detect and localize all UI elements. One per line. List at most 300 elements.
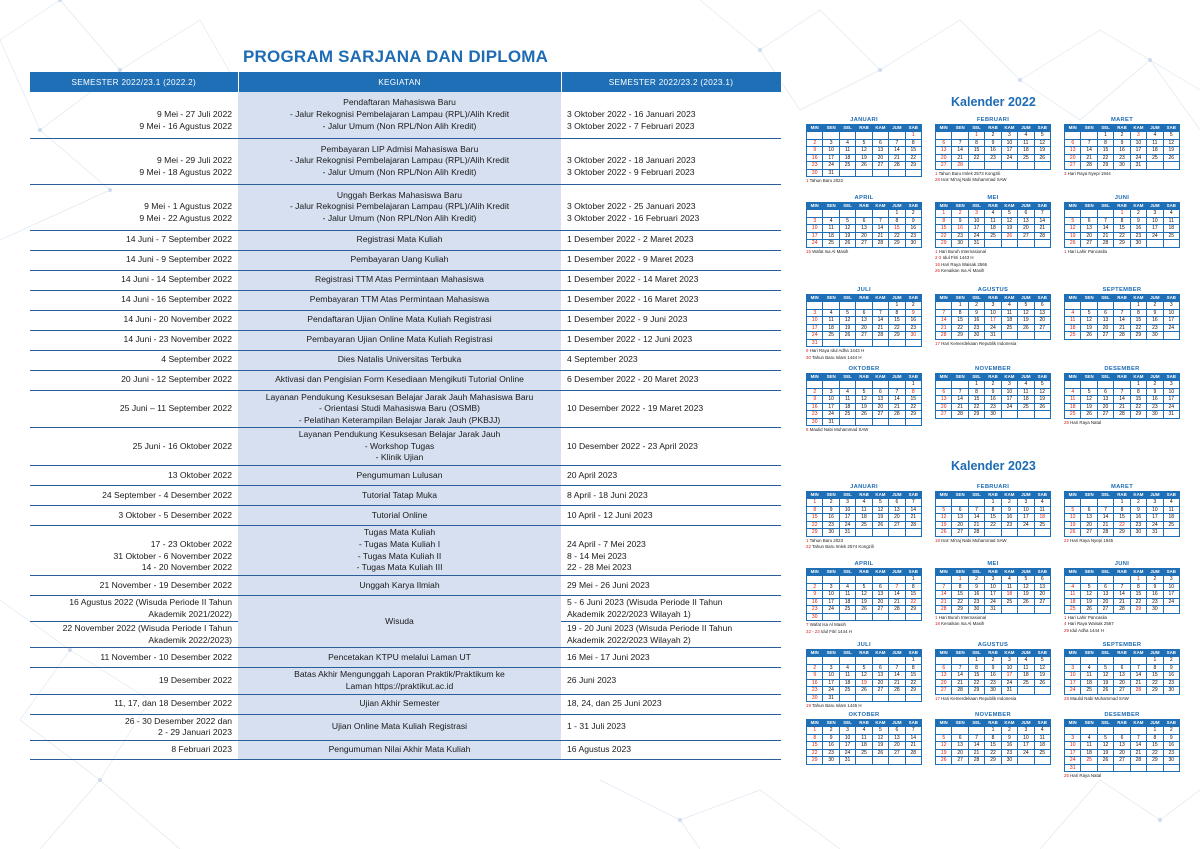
semester-1-date-line [34,190,232,202]
weekday-header: SEN [823,492,838,498]
weekday-header: MIN [1065,569,1080,575]
holiday-date: 26 [935,268,940,274]
calendar-day: 27 [1018,233,1033,240]
calendar-day-empty [1002,606,1017,613]
calendar-day: 25 [856,522,871,529]
calendar-day: 23 [969,599,984,606]
calendar-day-empty [1002,411,1017,418]
calendar-day: 15 [889,317,904,324]
weekday-header: MIN [936,125,951,131]
calendar-day-empty [840,614,855,621]
calendar-day: 25 [1147,155,1162,162]
weekday-header: SAB [1035,125,1050,131]
calendar-day-empty [1035,162,1050,169]
calendar-day: 5 [1065,507,1080,514]
weekday-header: KAM [873,295,888,301]
weekday-header: MIN [807,295,822,301]
calendar-day-empty [906,340,921,347]
calendar-day-empty [823,614,838,621]
calendar-day: 19 [840,325,855,332]
weekday-header: SAB [906,374,921,380]
calendar-day-empty [952,499,967,506]
calendar-day: 12 [936,514,951,521]
weekday-header: SEL [969,720,984,726]
calendar-day: 16 [952,225,967,232]
calendar-day: 19 [856,599,871,606]
calendar-day: 15 [952,317,967,324]
calendar-day: 13 [1018,218,1033,225]
calendar-day: 10 [840,735,855,742]
holiday-note [806,622,922,628]
calendar-day: 29 [1131,606,1146,613]
calendar-day: 17 [1018,742,1033,749]
calendar-day: 1 [1114,499,1129,506]
month-calendar [1064,287,1180,340]
kegiatan-cell [238,740,561,759]
holiday-note [806,355,922,361]
semester-1-date [30,390,238,428]
calendar-day: 17 [985,591,1000,598]
weekday-header: KAM [1002,374,1017,380]
weekday-header: SEN [952,569,967,575]
weekday-header: SEN [952,492,967,498]
calendar-day: 24 [823,162,838,169]
calendar-day: 12 [1098,742,1113,749]
calendar-day-empty [807,302,822,309]
calendar-day: 21 [952,680,967,687]
weekday-header: SAB [906,720,921,726]
holiday-note [1064,628,1180,634]
calendar-day: 29 [807,529,822,536]
semester-1-date-line: 9 Mei - 18 Agustus 2022 [139,166,232,177]
calendar-day: 23 [969,325,984,332]
calendar-day-empty [823,381,838,388]
calendar-day: 21 [889,599,904,606]
kegiatan-cell [238,310,561,330]
calendar-day: 9 [1131,218,1146,225]
calendar-day: 3 [1065,735,1080,742]
calendar-day: 14 [1131,742,1146,749]
holiday-note [935,341,1051,347]
weekday-header: RAB [985,569,1000,575]
semester-2-date [561,622,781,648]
calendar-day: 25 [823,332,838,339]
calendar-day: 5 [840,218,855,225]
calendar-day: 8 [1131,584,1146,591]
calendar-day: 13 [1065,147,1080,154]
calendar-day: 4 [840,665,855,672]
semester-2-date-line: 16 Mei - 17 Juni 2023 [567,652,650,663]
weekday-header: KAM [1131,374,1146,380]
calendar-day: 9 [1164,735,1179,742]
calendar-day: 22 [807,522,822,529]
calendar-day: 11 [1065,396,1080,403]
calendar-day: 3 [823,584,838,591]
weekday-header: SEL [840,203,855,209]
semester-1-date-line: 14 - 20 November 2022 [141,562,232,573]
calendar-day-empty [936,132,951,139]
calendar-day: 28 [952,411,967,418]
semester-1-date-line: 2 - 29 Januari 2023 [157,727,232,738]
calendar-day-empty [1081,499,1096,506]
calendar-day: 26 [856,411,871,418]
calendar-day: 29 [969,411,984,418]
semester-2-date-line: 22 - 28 Mei 2023 [567,562,632,573]
table-row [30,668,781,694]
weekday-header: KAM [873,720,888,726]
calendar-day: 25 [1065,606,1080,613]
semester-2-date-line: 3 Oktober 2022 - 9 Februari 2023 [567,166,695,177]
calendar-day: 21 [952,404,967,411]
calendar-day: 22 [1131,599,1146,606]
month-name: JANUARI [850,484,878,490]
calendar-day: 24 [1065,757,1080,764]
calendar-day: 4 [856,499,871,506]
semester-2-date-line: 1 Desember 2022 - 16 Maret 2023 [567,294,699,305]
month-calendar [935,484,1051,543]
calendar-day-empty [873,381,888,388]
calendar-day: 22 [952,599,967,606]
kegiatan-cell-line: Layanan Pendukung Kesuksesan Belajar Jarak Jauh Mahasiswa Baru [265,391,534,402]
calendar-day: 7 [1098,507,1113,514]
calendar-day: 20 [889,514,904,521]
calendar-day: 9 [1131,507,1146,514]
holiday-name: Tahun Baru Imlek 2574 Kongzili [812,544,874,550]
calendar-day: 14 [952,672,967,679]
calendar-day-empty [889,170,904,177]
calendar-day: 8 [985,735,1000,742]
calendar-day: 28 [889,162,904,169]
semester-1-date [30,668,238,694]
calendar-day: 21 [936,325,951,332]
kegiatan-cell-line: - Jalur Umum (Non RPL/Non Alih Kredit) [322,120,477,131]
calendar-day: 29 [936,240,951,247]
calendar-day-empty [889,695,904,702]
calendar-day: 18 [1018,147,1033,154]
calendar-day: 29 [906,162,921,169]
calendar-day: 15 [1131,317,1146,324]
kegiatan-cell-line: Pembayaran TTM Atas Permintaan Mahasiswa [309,294,490,305]
weekday-header: SAB [1035,295,1050,301]
kegiatan-cell-line: Registrasi Mata Kuliah [356,234,443,245]
semester-2-date [561,92,781,138]
calendar-day: 13 [873,591,888,598]
month-grid [935,719,1051,765]
kegiatan-cell [238,428,561,466]
calendar-day: 31 [823,170,838,177]
weekday-header: SEN [823,374,838,380]
weekday-header: SAB [1164,650,1179,656]
calendar-day: 29 [1147,687,1162,694]
semester-1-date [30,596,238,622]
calendar-day: 19 [840,233,855,240]
calendar-day-empty [952,381,967,388]
calendar-day: 8 [1098,140,1113,147]
weekday-header: SEN [1081,203,1096,209]
weekday-header: RAB [1114,295,1129,301]
semester-2-date [561,694,781,714]
calendar-day: 7 [1114,584,1129,591]
calendar-day: 3 [1164,381,1179,388]
calendar-day: 23 [985,680,1000,687]
calendar-day: 8 [906,389,921,396]
holiday-date: 18 [935,621,940,627]
semester-2-date [561,184,781,230]
calendar-day: 11 [1147,140,1162,147]
calendar-day: 22 [889,325,904,332]
calendar-day-empty [1002,240,1017,247]
weekday-header: MIN [1065,374,1080,380]
holiday-name: Tahun Baru Islam 1445 H [812,703,862,708]
calendar-day: 16 [807,680,822,687]
semester-2-date [561,370,781,390]
weekday-header: SEL [969,492,984,498]
calendar-day: 17 [1002,672,1017,679]
weekday-header: SEL [840,569,855,575]
calendar-day: 26 [1065,529,1080,536]
calendar-day-empty [1081,302,1096,309]
calendar-day: 16 [985,147,1000,154]
calendar-day: 4 [1081,735,1096,742]
calendar-day: 13 [1081,225,1096,232]
calendar-day: 23 [1002,750,1017,757]
semester-2-date [561,310,781,330]
calendar-day: 19 [1098,680,1113,687]
calendar-day: 14 [889,591,904,598]
holiday-note [806,249,922,255]
calendar-day: 26 [1081,606,1096,613]
calendar-day: 16 [1131,514,1146,521]
calendar-day: 27 [1035,325,1050,332]
calendar-day-empty [840,170,855,177]
semester-2-date-line: 3 Oktober 2022 - 18 Januari 2023 [567,155,696,166]
calendar-day: 31 [1002,687,1017,694]
calendar-day: 18 [1002,317,1017,324]
semester-1-date [30,330,238,350]
calendar-day: 30 [1147,411,1162,418]
holiday-date: 2-3 [935,255,942,261]
calendar-day: 27 [873,162,888,169]
calendar-day: 1 [1131,381,1146,388]
weekday-header: KAM [873,492,888,498]
calendar-day: 13 [936,396,951,403]
month-calendar [935,117,1051,183]
calendar-day: 7 [889,140,904,147]
calendar-day: 27 [856,332,871,339]
month-grid [806,649,922,702]
weekday-header: RAB [985,295,1000,301]
calendar-day-empty [856,695,871,702]
calendar-day: 22 [1147,680,1162,687]
calendar-day-empty [1065,302,1080,309]
weekday-header: MIN [1065,295,1080,301]
calendar-day: 24 [985,599,1000,606]
holiday-name: Hari Raya Natal [1070,419,1102,425]
calendar-day: 4 [1164,499,1179,506]
calendar-day: 27 [952,529,967,536]
calendar-day: 4 [1018,132,1033,139]
weekday-header: MIN [1065,492,1080,498]
calendar-day: 28 [936,332,951,339]
calendar-day: 7 [889,665,904,672]
calendar-day: 1 [906,657,921,664]
calendar-day: 6 [1081,507,1096,514]
semester-2-date [561,290,781,310]
semester-1-date-line: 14 Juni - 20 November 2022 [123,314,232,325]
calendar-day: 29 [1131,411,1146,418]
calendar-day: 15 [1114,225,1129,232]
kegiatan-cell [238,330,561,350]
holiday-date: 1 [1064,248,1067,254]
calendar-day: 17 [1018,514,1033,521]
holiday-name: Hari Raya Natal [1070,773,1102,778]
holiday-note [935,171,1051,177]
semester-2-date-line: 3 Oktober 2022 - 25 Januari 2023 [567,201,696,212]
table-row [30,290,781,310]
semester-1-date [30,270,238,290]
calendar-day-empty [936,381,951,388]
semester-1-date-line: 14 Juni - 16 September 2022 [121,294,232,305]
calendar-day-empty [1098,210,1113,217]
holiday-note [935,615,1051,621]
calendar-day: 27 [889,750,904,757]
calendar-day-empty [906,419,921,426]
semester-1-date [30,486,238,506]
calendar-day: 25 [1002,325,1017,332]
calendar-day: 19 [856,680,871,687]
calendar-day: 13 [1114,742,1129,749]
calendar-day: 9 [1147,389,1162,396]
calendar-day: 11 [1018,389,1033,396]
weekday-header: JUM [1147,203,1162,209]
calendar-day: 24 [1002,155,1017,162]
weekday-header: SEL [1098,203,1113,209]
calendar-day: 16 [807,599,822,606]
calendar-day: 14 [873,317,888,324]
calendar-day: 15 [807,742,822,749]
calendar-day: 12 [1002,218,1017,225]
weekday-header: RAB [985,720,1000,726]
semester-1-date [30,184,238,230]
calendar-day: 10 [807,317,822,324]
calendar-day: 8 [1131,310,1146,317]
month-calendar [806,195,922,254]
calendar-day: 11 [840,147,855,154]
calendar-day: 18 [823,325,838,332]
semester-1-date [30,740,238,759]
holiday-date: 17 [935,340,940,346]
table-row [30,576,781,596]
weekday-header: RAB [856,125,871,131]
calendar-day: 7 [936,584,951,591]
month-name: JUNI [1114,195,1130,201]
calendar-day: 2 [823,727,838,734]
holiday-name: Idul Adha 1444 H [1070,627,1104,633]
calendar-day: 6 [873,584,888,591]
calendar-day: 10 [823,591,838,598]
calendar-day-empty [1164,240,1179,247]
calendar-day: 10 [1002,140,1017,147]
calendar-day: 22 [969,404,984,411]
calendar-day: 20 [1098,325,1113,332]
semester-1-date [30,428,238,466]
semester-2-date-line: 1 Desember 2022 - 2 Maret 2023 [567,234,694,245]
kegiatan-cell-line: - Jalur Umum (Non RPL/Non Alih Kredit) [322,166,477,177]
calendar-day-empty [873,576,888,583]
calendar-day-empty [1114,381,1129,388]
calendar-day: 9 [969,310,984,317]
calendar-day: 19 [936,522,951,529]
calendar-day: 11 [840,396,855,403]
calendar-day: 9 [952,218,967,225]
kegiatan-cell [238,486,561,506]
calendar-day: 21 [1098,522,1113,529]
weekday-header: SAB [906,203,921,209]
kegiatan-cell [238,270,561,290]
calendar-day: 20 [873,599,888,606]
calendar-day: 12 [856,147,871,154]
calendar-day: 25 [1035,522,1050,529]
calendar-day: 25 [1164,233,1179,240]
calendar-day: 30 [807,170,822,177]
weekday-header: JUM [1147,295,1162,301]
calendar-day: 15 [1114,514,1129,521]
semester-1-date [30,138,238,184]
semester-2-date-line: 29 Mei - 26 Juni 2023 [567,579,650,590]
month-name: MARET [1110,117,1134,123]
calendar-day: 11 [840,672,855,679]
calendar-day: 12 [936,742,951,749]
kegiatan-cell-line: Tugas Mata Kuliah [363,527,436,538]
weekday-header: JUM [1147,492,1162,498]
calendar-day: 17 [1065,680,1080,687]
calendar-day: 21 [889,155,904,162]
calendar-day: 4 [1065,389,1080,396]
calendar-day: 22 [985,750,1000,757]
calendar-day: 13 [1098,396,1113,403]
calendar-day: 5 [1018,302,1033,309]
calendar-day: 6 [873,140,888,147]
calendar-day: 6 [1065,140,1080,147]
calendar-day: 3 [823,389,838,396]
calendar-day: 12 [1035,665,1050,672]
calendar-day: 25 [840,162,855,169]
calendar-day: 17 [823,155,838,162]
calendar-day: 25 [856,750,871,757]
calendar-day: 20 [873,404,888,411]
calendar-day: 13 [1081,514,1096,521]
calendar-day: 12 [1018,584,1033,591]
month-grid [806,719,922,765]
calendar-day: 28 [889,606,904,613]
kegiatan-cell-line: Unggah Karya Ilmiah [359,579,440,590]
calendar-day: 21 [906,514,921,521]
calendar-day: 23 [807,411,822,418]
calendar-day: 24 [985,325,1000,332]
semester-1-date-line: 20 Juni - 12 September 2022 [121,374,232,385]
calendar-day: 10 [1002,389,1017,396]
calendar-day: 28 [1081,162,1096,169]
calendar-day: 26 [1018,325,1033,332]
calendar-day: 14 [1098,225,1113,232]
holiday-note [1064,773,1180,779]
calendar-day: 7 [952,389,967,396]
semester-1-date-line: 21 November - 19 Desember 2022 [99,579,232,590]
month-grid [935,649,1051,695]
calendar-day: 10 [1164,310,1179,317]
calendar-day: 14 [906,735,921,742]
calendar-day: 19 [1081,599,1096,606]
